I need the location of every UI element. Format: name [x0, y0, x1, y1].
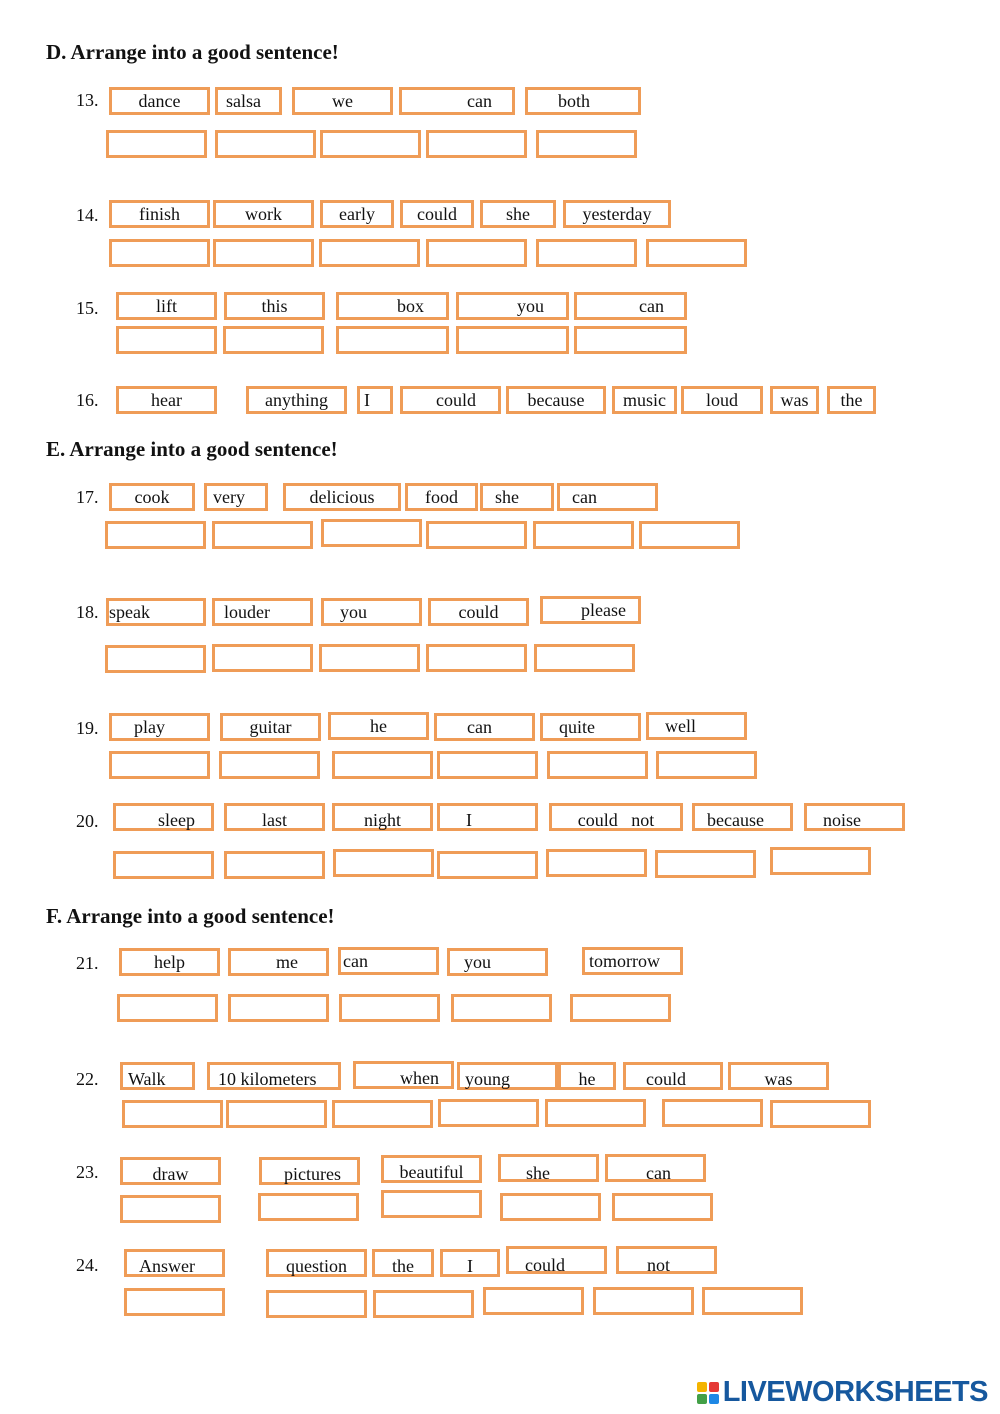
answer-box[interactable] — [332, 751, 433, 779]
word-box[interactable]: Answer — [124, 1249, 225, 1277]
answer-box[interactable] — [500, 1193, 601, 1221]
word-box[interactable]: play — [109, 713, 210, 741]
answer-box[interactable] — [213, 239, 314, 267]
word-box[interactable]: could not — [549, 803, 683, 831]
word-box[interactable]: we — [292, 87, 393, 115]
answer-box[interactable] — [426, 644, 527, 672]
word-box[interactable]: not — [616, 1246, 717, 1274]
question-number: 13. — [76, 90, 99, 110]
answer-box[interactable] — [570, 994, 671, 1022]
word-box[interactable]: was — [770, 386, 819, 414]
word-box[interactable]: night — [332, 803, 433, 831]
word-box[interactable]: noise — [804, 803, 905, 831]
word-box[interactable]: 10 kilometers — [207, 1062, 341, 1090]
word-box[interactable]: louder — [212, 598, 313, 626]
answer-box[interactable] — [319, 239, 420, 267]
answer-box[interactable] — [212, 521, 313, 549]
answer-box[interactable] — [438, 1099, 539, 1127]
answer-box[interactable] — [320, 130, 421, 158]
answer-box[interactable] — [545, 1099, 646, 1127]
answer-box[interactable] — [547, 751, 648, 779]
word-box[interactable]: tomorrow — [582, 947, 683, 975]
answer-box[interactable] — [536, 239, 637, 267]
word-box[interactable]: could — [506, 1246, 607, 1274]
word-box[interactable]: very — [204, 483, 268, 511]
word-box[interactable]: food — [405, 483, 478, 511]
answer-box[interactable] — [109, 751, 210, 779]
word-box[interactable]: you — [447, 948, 548, 976]
answer-box[interactable] — [533, 521, 634, 549]
word-box[interactable]: can — [434, 713, 535, 741]
word-box[interactable]: you — [321, 598, 422, 626]
answer-box[interactable] — [266, 1290, 367, 1318]
question-number: 16. — [76, 390, 99, 410]
answer-box[interactable] — [426, 239, 527, 267]
question-number: 23. — [76, 1162, 99, 1182]
question-number: 17. — [76, 487, 99, 507]
question-number: 24. — [76, 1255, 99, 1275]
question-number: 18. — [76, 602, 99, 622]
answer-box[interactable] — [456, 326, 569, 354]
word-box[interactable]: I — [437, 803, 538, 831]
word-box[interactable]: Walk — [120, 1062, 195, 1090]
word-box[interactable]: could — [623, 1062, 723, 1090]
word-box[interactable]: dance — [109, 87, 210, 115]
answer-box[interactable] — [546, 849, 647, 877]
logo-mark-icon — [697, 1382, 719, 1404]
word-box[interactable]: cook — [109, 483, 195, 511]
answer-box[interactable] — [212, 644, 313, 672]
word-box[interactable]: salsa — [215, 87, 282, 115]
word-box[interactable]: quite — [540, 713, 641, 741]
word-box[interactable]: I — [357, 386, 393, 414]
liveworksheets-logo — [697, 1376, 988, 1409]
question-number: 22. — [76, 1069, 99, 1089]
answer-box[interactable] — [106, 130, 207, 158]
answer-box[interactable] — [122, 1100, 223, 1128]
word-box[interactable]: could — [400, 200, 474, 228]
answer-box[interactable] — [426, 521, 527, 549]
word-box[interactable]: loud — [681, 386, 763, 414]
question-number: 19. — [76, 718, 99, 738]
answer-box[interactable] — [117, 994, 218, 1022]
answer-box[interactable] — [339, 994, 440, 1022]
word-box[interactable]: this — [224, 292, 325, 320]
answer-box[interactable] — [702, 1287, 803, 1315]
answer-box[interactable] — [228, 994, 329, 1022]
brand-name: LIVEWORKSHEETS — [722, 1376, 988, 1408]
section-heading-e: E. Arrange into a good sentence! — [46, 437, 338, 461]
word-box[interactable]: box — [336, 292, 449, 320]
section-heading-f: F. Arrange into a good sentence! — [46, 904, 335, 928]
answer-box[interactable] — [426, 130, 527, 158]
word-box[interactable]: can — [557, 483, 658, 511]
word-box[interactable]: she — [480, 200, 556, 228]
question-number: 20. — [76, 811, 99, 831]
word-box[interactable]: young — [457, 1062, 558, 1090]
answer-box[interactable] — [226, 1100, 327, 1128]
answer-box[interactable] — [124, 1288, 225, 1316]
word-box[interactable]: she — [480, 483, 554, 511]
word-box[interactable]: was — [728, 1062, 829, 1090]
answer-box[interactable] — [224, 851, 325, 879]
answer-box[interactable] — [483, 1287, 584, 1315]
word-box[interactable]: sleep — [113, 803, 214, 831]
word-box[interactable]: both — [525, 87, 641, 115]
answer-box[interactable] — [258, 1193, 359, 1221]
answer-box[interactable] — [113, 851, 214, 879]
answer-box[interactable] — [770, 1100, 871, 1128]
answer-box[interactable] — [662, 1099, 763, 1127]
word-box[interactable]: the — [827, 386, 876, 414]
word-box[interactable]: music — [612, 386, 677, 414]
word-box[interactable]: help — [119, 948, 220, 976]
word-box[interactable]: she — [498, 1154, 599, 1182]
answer-box[interactable] — [656, 751, 757, 779]
answer-box[interactable] — [381, 1190, 482, 1218]
answer-box[interactable] — [223, 326, 324, 354]
word-box[interactable]: lift — [116, 292, 217, 320]
answer-box[interactable] — [219, 751, 320, 779]
word-box[interactable]: yesterday — [563, 200, 671, 228]
word-box[interactable]: the — [372, 1249, 434, 1277]
word-box[interactable]: can — [399, 87, 515, 115]
word-box[interactable]: he — [558, 1062, 616, 1090]
word-box[interactable]: can — [605, 1154, 706, 1182]
word-box[interactable]: me — [228, 948, 329, 976]
answer-box[interactable] — [120, 1195, 221, 1223]
answer-box[interactable] — [332, 1100, 433, 1128]
word-box[interactable]: he — [328, 712, 429, 740]
word-box[interactable]: early — [320, 200, 394, 228]
answer-box[interactable] — [319, 644, 420, 672]
word-box[interactable]: guitar — [220, 713, 321, 741]
word-box[interactable]: draw — [120, 1157, 221, 1185]
answer-box[interactable] — [655, 850, 756, 878]
word-box[interactable]: work — [213, 200, 314, 228]
question-number: 21. — [76, 953, 99, 973]
answer-box[interactable] — [536, 130, 637, 158]
question-number: 14. — [76, 205, 99, 225]
answer-box[interactable] — [612, 1193, 713, 1221]
word-box[interactable]: last — [224, 803, 325, 831]
answer-box[interactable] — [437, 851, 538, 879]
word-box[interactable]: because — [506, 386, 606, 414]
answer-box[interactable] — [593, 1287, 694, 1315]
answer-box[interactable] — [333, 849, 434, 877]
word-box[interactable]: hear — [116, 386, 217, 414]
answer-box[interactable] — [534, 644, 635, 672]
word-box[interactable]: when — [353, 1061, 454, 1089]
answer-box[interactable] — [215, 130, 316, 158]
word-box[interactable]: delicious — [283, 483, 401, 511]
word-box[interactable]: please — [540, 596, 641, 624]
word-box[interactable]: pictures — [259, 1157, 360, 1185]
word-box[interactable]: speak — [106, 598, 206, 626]
answer-box[interactable] — [321, 519, 422, 547]
answer-box[interactable] — [105, 521, 206, 549]
word-box[interactable]: well — [646, 712, 747, 740]
answer-box[interactable] — [770, 847, 871, 875]
answer-box[interactable] — [336, 326, 449, 354]
word-box[interactable]: finish — [109, 200, 210, 228]
answer-box[interactable] — [109, 239, 210, 267]
section-heading-d: D. Arrange into a good sentence! — [46, 40, 339, 64]
word-box[interactable]: beautiful — [381, 1155, 482, 1183]
answer-box[interactable] — [646, 239, 747, 267]
word-box[interactable]: could — [400, 386, 501, 414]
word-box[interactable]: you — [456, 292, 569, 320]
answer-box[interactable] — [639, 521, 740, 549]
answer-box[interactable] — [116, 326, 217, 354]
word-box[interactable]: anything — [246, 386, 347, 414]
word-box[interactable]: I — [440, 1249, 500, 1277]
word-box[interactable]: could — [428, 598, 529, 626]
answer-box[interactable] — [373, 1290, 474, 1318]
question-number: 15. — [76, 298, 99, 318]
word-box[interactable]: because — [692, 803, 793, 831]
word-box[interactable]: can — [574, 292, 687, 320]
word-box[interactable]: can — [338, 947, 439, 975]
answer-box[interactable] — [574, 326, 687, 354]
answer-box[interactable] — [105, 645, 206, 673]
answer-box[interactable] — [437, 751, 538, 779]
word-box[interactable]: question — [266, 1249, 367, 1277]
answer-box[interactable] — [451, 994, 552, 1022]
